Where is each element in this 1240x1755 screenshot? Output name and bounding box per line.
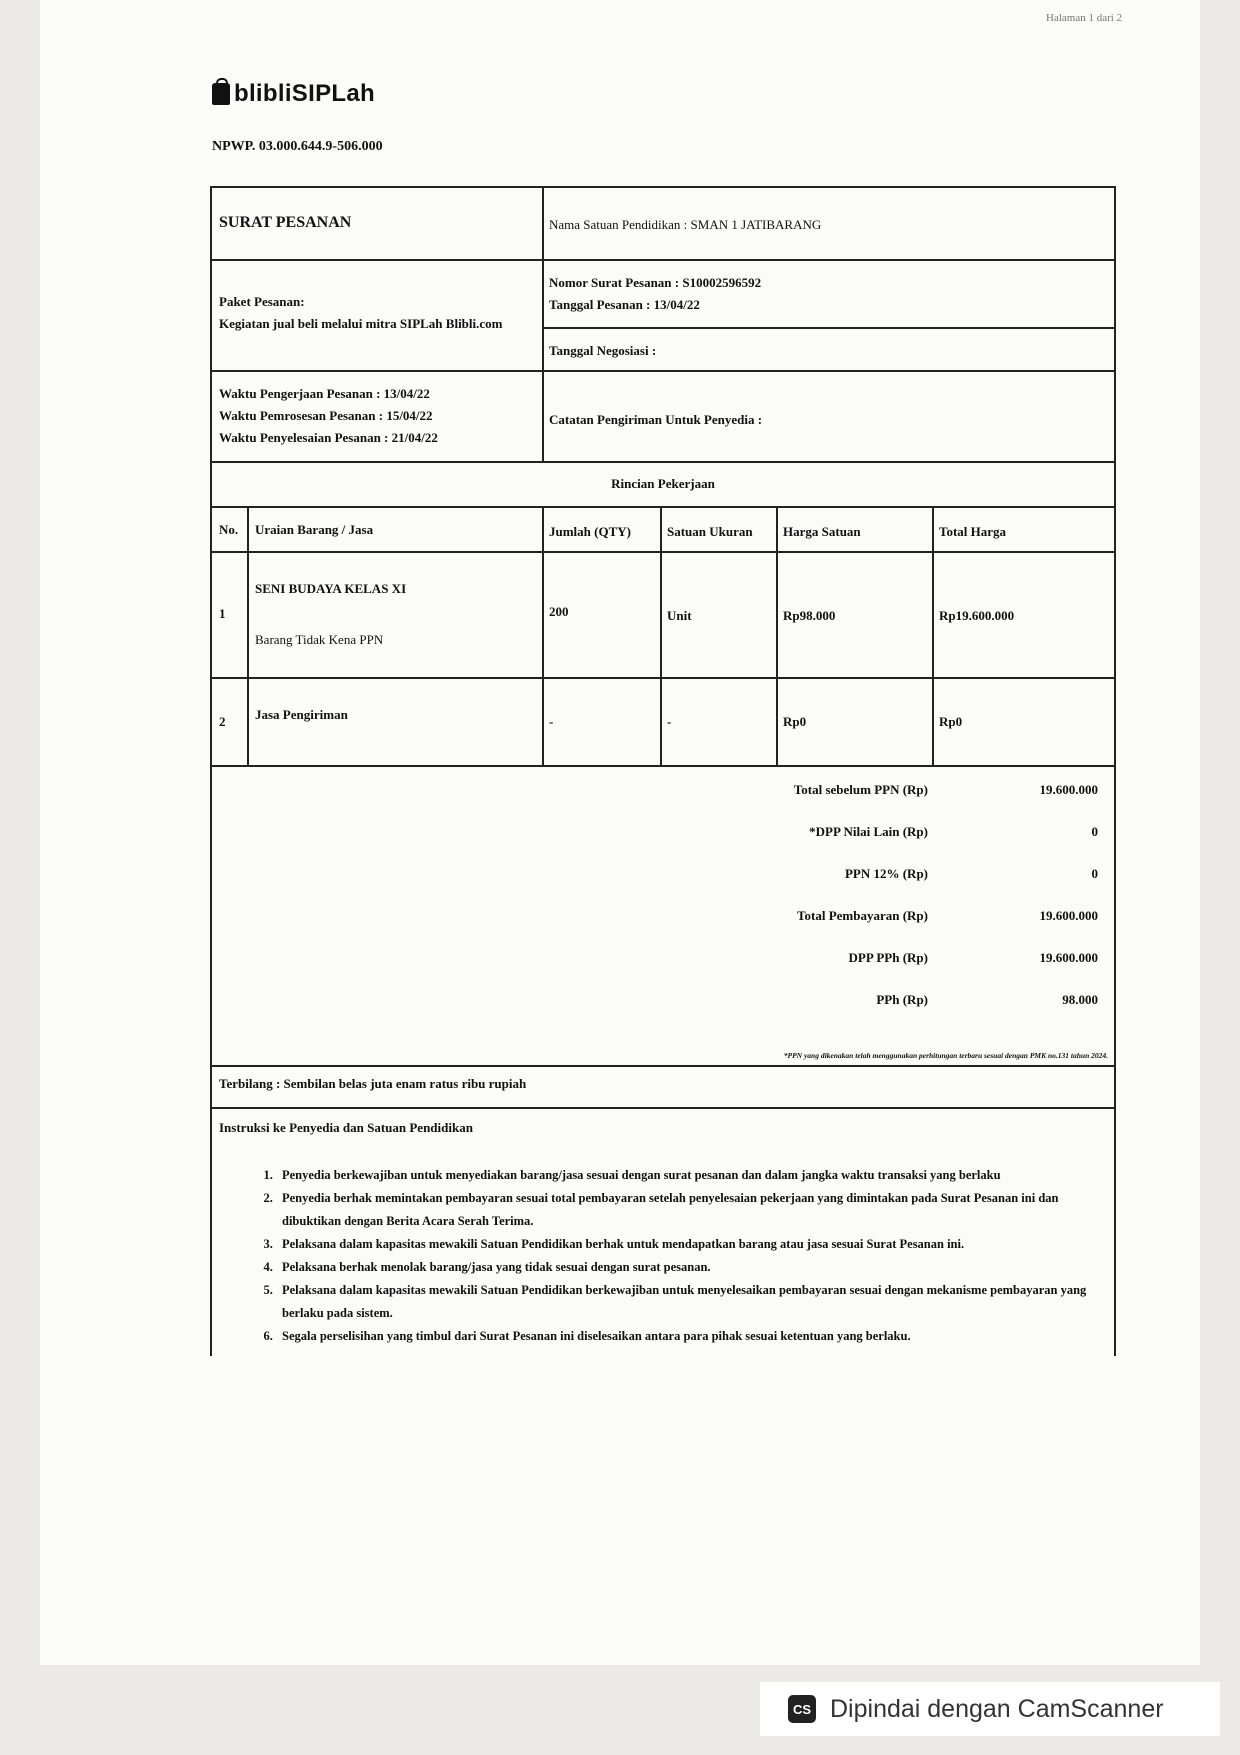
completion-time: Waktu Penyelesaian Pesanan : 21/04/22	[219, 430, 438, 445]
instruction-item: 6. Segala perselisihan yang timbul dari Surat Pesanan ini diselesaikan antara para pihak sesuai ketentuan yang berlaku.	[276, 1325, 1116, 1348]
instruction-item: 3. Pelaksana dalam kapasitas mewakili Satuan Pendidikan berhak untuk mendapatkan barang atau jasa sesuai Surat Pesanan ini.	[276, 1233, 1116, 1256]
row-1-tax-note: Barang Tidak Kena PPN	[255, 632, 384, 647]
work-time: Waktu Pengerjaan Pesanan : 13/04/22	[219, 386, 430, 401]
summary-label-4: Total Pembayaran (Rp)	[797, 908, 928, 923]
row-2-unit: -	[667, 714, 672, 729]
row-2-item: Jasa Pengiriman	[255, 707, 348, 722]
summary-value-5: 19.600.000	[1039, 950, 1098, 965]
summary-value-4: 19.600.000	[1039, 908, 1098, 923]
shipping-note-label: Catatan Pengiriman Untuk Penyedia :	[549, 412, 763, 427]
column-header-no: No.	[219, 522, 239, 537]
summary-label-5: DPP PPh (Rp)	[848, 950, 928, 965]
ppn-footnote: *PPN yang dikenakan telah menggunakan perhitungan terbaru sesuai dengan PMK no.131 tahun 2024.	[783, 1051, 1108, 1060]
processing-time: Waktu Pemrosesan Pesanan : 15/04/22	[219, 408, 433, 423]
scanned-page	[40, 0, 1200, 1665]
summary-value-1: 19.600.000	[1039, 782, 1098, 797]
row-2-no: 2	[219, 714, 226, 729]
paket-label: Paket Pesanan:	[219, 294, 305, 309]
column-header-unit: Satuan Ukuran	[667, 524, 753, 539]
instruction-item: 5. Pelaksana dalam kapasitas mewakili Satuan Pendidikan berkewajiban untuk menyelesaikan pembayaran sesuai dengan mekanisme pembayaran yang berlaku pada sistem.	[276, 1279, 1116, 1325]
camscanner-logo-icon: CS	[788, 1695, 816, 1723]
summary-label-2: *DPP Nilai Lain (Rp)	[809, 824, 928, 839]
blibli-siplah-logo	[212, 80, 375, 108]
row-2-price: Rp0	[783, 714, 807, 729]
npwp-number: NPWP. 03.000.644.9-506.000	[212, 139, 383, 154]
row-1-qty: 200	[549, 604, 569, 619]
order-document-table	[210, 186, 1116, 1356]
summary-value-6: 98.000	[1062, 992, 1098, 1007]
column-header-qty: Jumlah (QTY)	[549, 524, 631, 539]
row-2-qty: -	[549, 714, 554, 729]
work-details-title: Rincian Pekerjaan	[611, 476, 715, 491]
row-1-unit: Unit	[667, 608, 692, 623]
negotiation-date: Tanggal Negosiasi :	[549, 343, 657, 358]
summary-label-1: Total sebelum PPN (Rp)	[793, 782, 928, 797]
logo-text: blibliSIPLah	[234, 80, 375, 107]
instructions-list	[254, 1164, 1116, 1348]
school-name: Nama Satuan Pendidikan : SMAN 1 JATIBARANG	[549, 217, 822, 232]
instructions-title: Instruksi ke Penyedia dan Satuan Pendidikan	[219, 1120, 473, 1135]
order-date: Tanggal Pesanan : 13/04/22	[549, 297, 700, 312]
summary-label-6: PPh (Rp)	[876, 992, 928, 1007]
column-header-total: Total Harga	[939, 524, 1007, 539]
row-1-no: 1	[219, 606, 226, 621]
instruction-item: 4. Pelaksana berhak menolak barang/jasa yang tidak sesuai dengan surat pesanan.	[276, 1256, 1116, 1279]
column-header-price: Harga Satuan	[783, 524, 861, 539]
summary-value-2: 0	[1091, 824, 1098, 839]
document-title: SURAT PESANAN	[219, 214, 352, 231]
summary-label-3: PPN 12% (Rp)	[844, 866, 928, 881]
row-1-item: SENI BUDAYA KELAS XI	[255, 581, 407, 596]
instruction-item: 2. Penyedia berhak memintakan pembayaran sesuai total pembayaran setelah penyelesaian pekerjaan yang dimintakan pada Surat Pesanan ini dan dibuktikan dengan Berita Acara Serah Terima.	[276, 1187, 1116, 1233]
page-indicator: Halaman 1 dari 2	[1046, 12, 1123, 24]
summary-value-3: 0	[1091, 866, 1098, 881]
row-2-total: Rp0	[939, 714, 963, 729]
order-number: Nomor Surat Pesanan : S10002596592	[549, 275, 762, 290]
shopping-bag-icon	[212, 83, 230, 105]
camscanner-text: Dipindai dengan CamScanner	[830, 1694, 1164, 1723]
instruction-item: 1. Penyedia berkewajiban untuk menyediakan barang/jasa sesuai dengan surat pesanan dan dalam jangka waktu transaksi yang berlaku	[276, 1164, 1116, 1187]
column-header-item: Uraian Barang / Jasa	[255, 522, 374, 537]
amount-in-words: Terbilang : Sembilan belas juta enam ratus ribu rupiah	[219, 1076, 527, 1091]
row-1-price: Rp98.000	[783, 608, 836, 623]
row-1-total: Rp19.600.000	[939, 608, 1015, 623]
paket-value: Kegiatan jual beli melalui mitra SIPLah Blibli.com	[219, 316, 503, 331]
camscanner-watermark	[760, 1682, 1220, 1736]
